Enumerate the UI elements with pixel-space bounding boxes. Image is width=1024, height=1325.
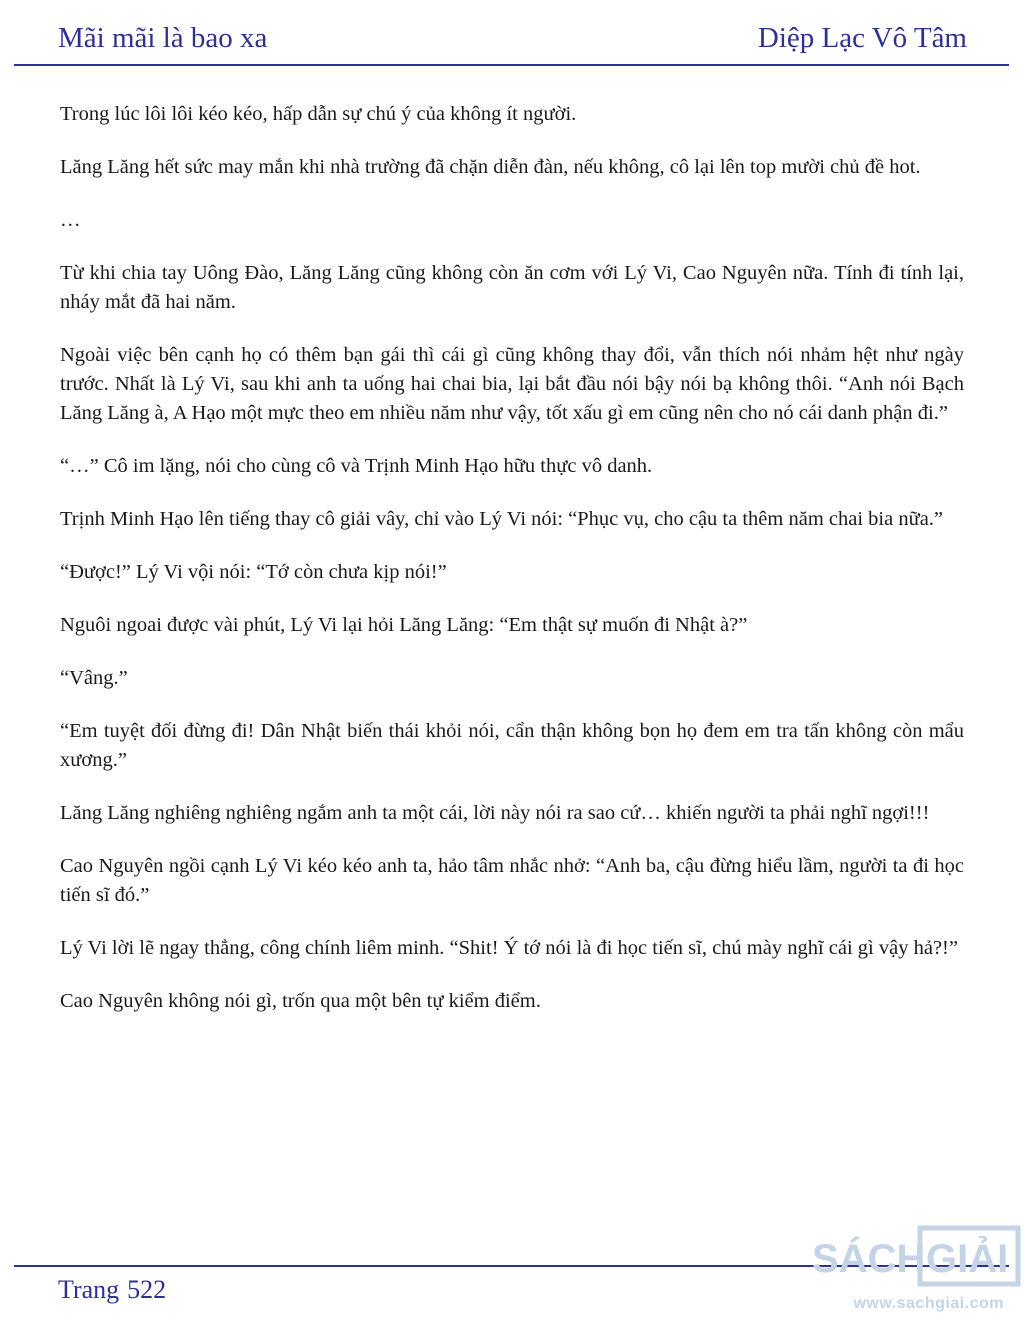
paragraph: Lăng Lăng nghiêng nghiêng ngắm anh ta một cái, lời này nói ra sao cứ… khiến người ta phải nghĩ ngợi!!! <box>60 802 930 824</box>
watermark <box>804 1222 1024 1322</box>
watermark-logo-text-2: GIẢI <box>926 1237 1009 1281</box>
paragraph: Cao Nguyên không nói gì, trốn qua một bên tự kiểm điểm. <box>60 990 541 1012</box>
paragraph: Ngoài việc bên cạnh họ có thêm bạn gái thì cái gì cũng không thay đổi, vẫn thích nói nhảm hệt như ngày trước. Nhất là Lý Vi, sau khi anh ta uống hai chai bia, lại bắt đầu nói bậy nói bạ không thôi. “Anh nói Bạch Lăng Lăng à, A Hạo một mực theo em nhiều năm như vậy, tốt xấu gì em cũng nên cho nó cái danh phận đi.” <box>60 344 964 424</box>
paragraph: Nguôi ngoai được vài phút, Lý Vi lại hỏi Lăng Lăng: “Em thật sự muốn đi Nhật à?” <box>60 614 748 636</box>
page-number <box>58 1275 174 1305</box>
page-body <box>60 100 964 1040</box>
paragraph: “Được!” Lý Vi vội nói: “Tớ còn chưa kịp nói!” <box>60 561 447 583</box>
paragraph: “Em tuyệt đối đừng đi! Dân Nhật biến thái khỏi nói, cẩn thận không bọn họ đem em tra tấn không còn mẩu xương.” <box>60 720 964 771</box>
paragraph: Lăng Lăng hết sức may mắn khi nhà trường đã chặn diễn đàn, nếu không, cô lại lên top mười chủ đề hot. <box>60 156 921 178</box>
paragraph: “…” Cô im lặng, nói cho cùng cô và Trịnh Minh Hạo hữu thực vô danh. <box>60 455 653 477</box>
paragraph: Cao Nguyên ngồi cạnh Lý Vi kéo kéo anh ta, hảo tâm nhắc nhở: “Anh ba, cậu đừng hiểu lầm, người ta đi học tiến sĩ đó.” <box>60 855 964 906</box>
watermark-logo <box>810 1222 1020 1292</box>
page-label: Trang <box>58 1275 120 1304</box>
page-number-value: 522 <box>127 1275 167 1304</box>
watermark-logo-text-1: SÁCH <box>812 1237 926 1281</box>
paragraph: Lý Vi lời lẽ ngay thẳng, công chính liêm minh. “Shit! Ý tớ nói là đi học tiến sĩ, chú mày nghĩ cái gì vậy hả?!” <box>60 937 958 959</box>
watermark-url: www.sachgiai.com <box>853 1295 1004 1312</box>
paragraph: “Vâng.” <box>60 667 128 689</box>
author-name: Diệp Lạc Vô Tâm <box>757 22 967 54</box>
paragraph: … <box>60 209 81 231</box>
header-divider <box>14 64 1009 66</box>
paragraph: Từ khi chia tay Uông Đào, Lăng Lăng cũng không còn ăn cơm với Lý Vi, Cao Nguyên nữa. Tính đi tính lại, nháy mắt đã hai năm. <box>60 262 964 313</box>
paragraph: Trịnh Minh Hạo lên tiếng thay cô giải vây, chỉ vào Lý Vi nói: “Phục vụ, cho cậu ta thêm năm chai bia nữa.” <box>60 508 944 530</box>
paragraph: Trong lúc lôi lôi kéo kéo, hấp dẫn sự chú ý của không ít người. <box>60 103 577 125</box>
book-title: Mãi mãi là bao xa <box>58 22 268 54</box>
